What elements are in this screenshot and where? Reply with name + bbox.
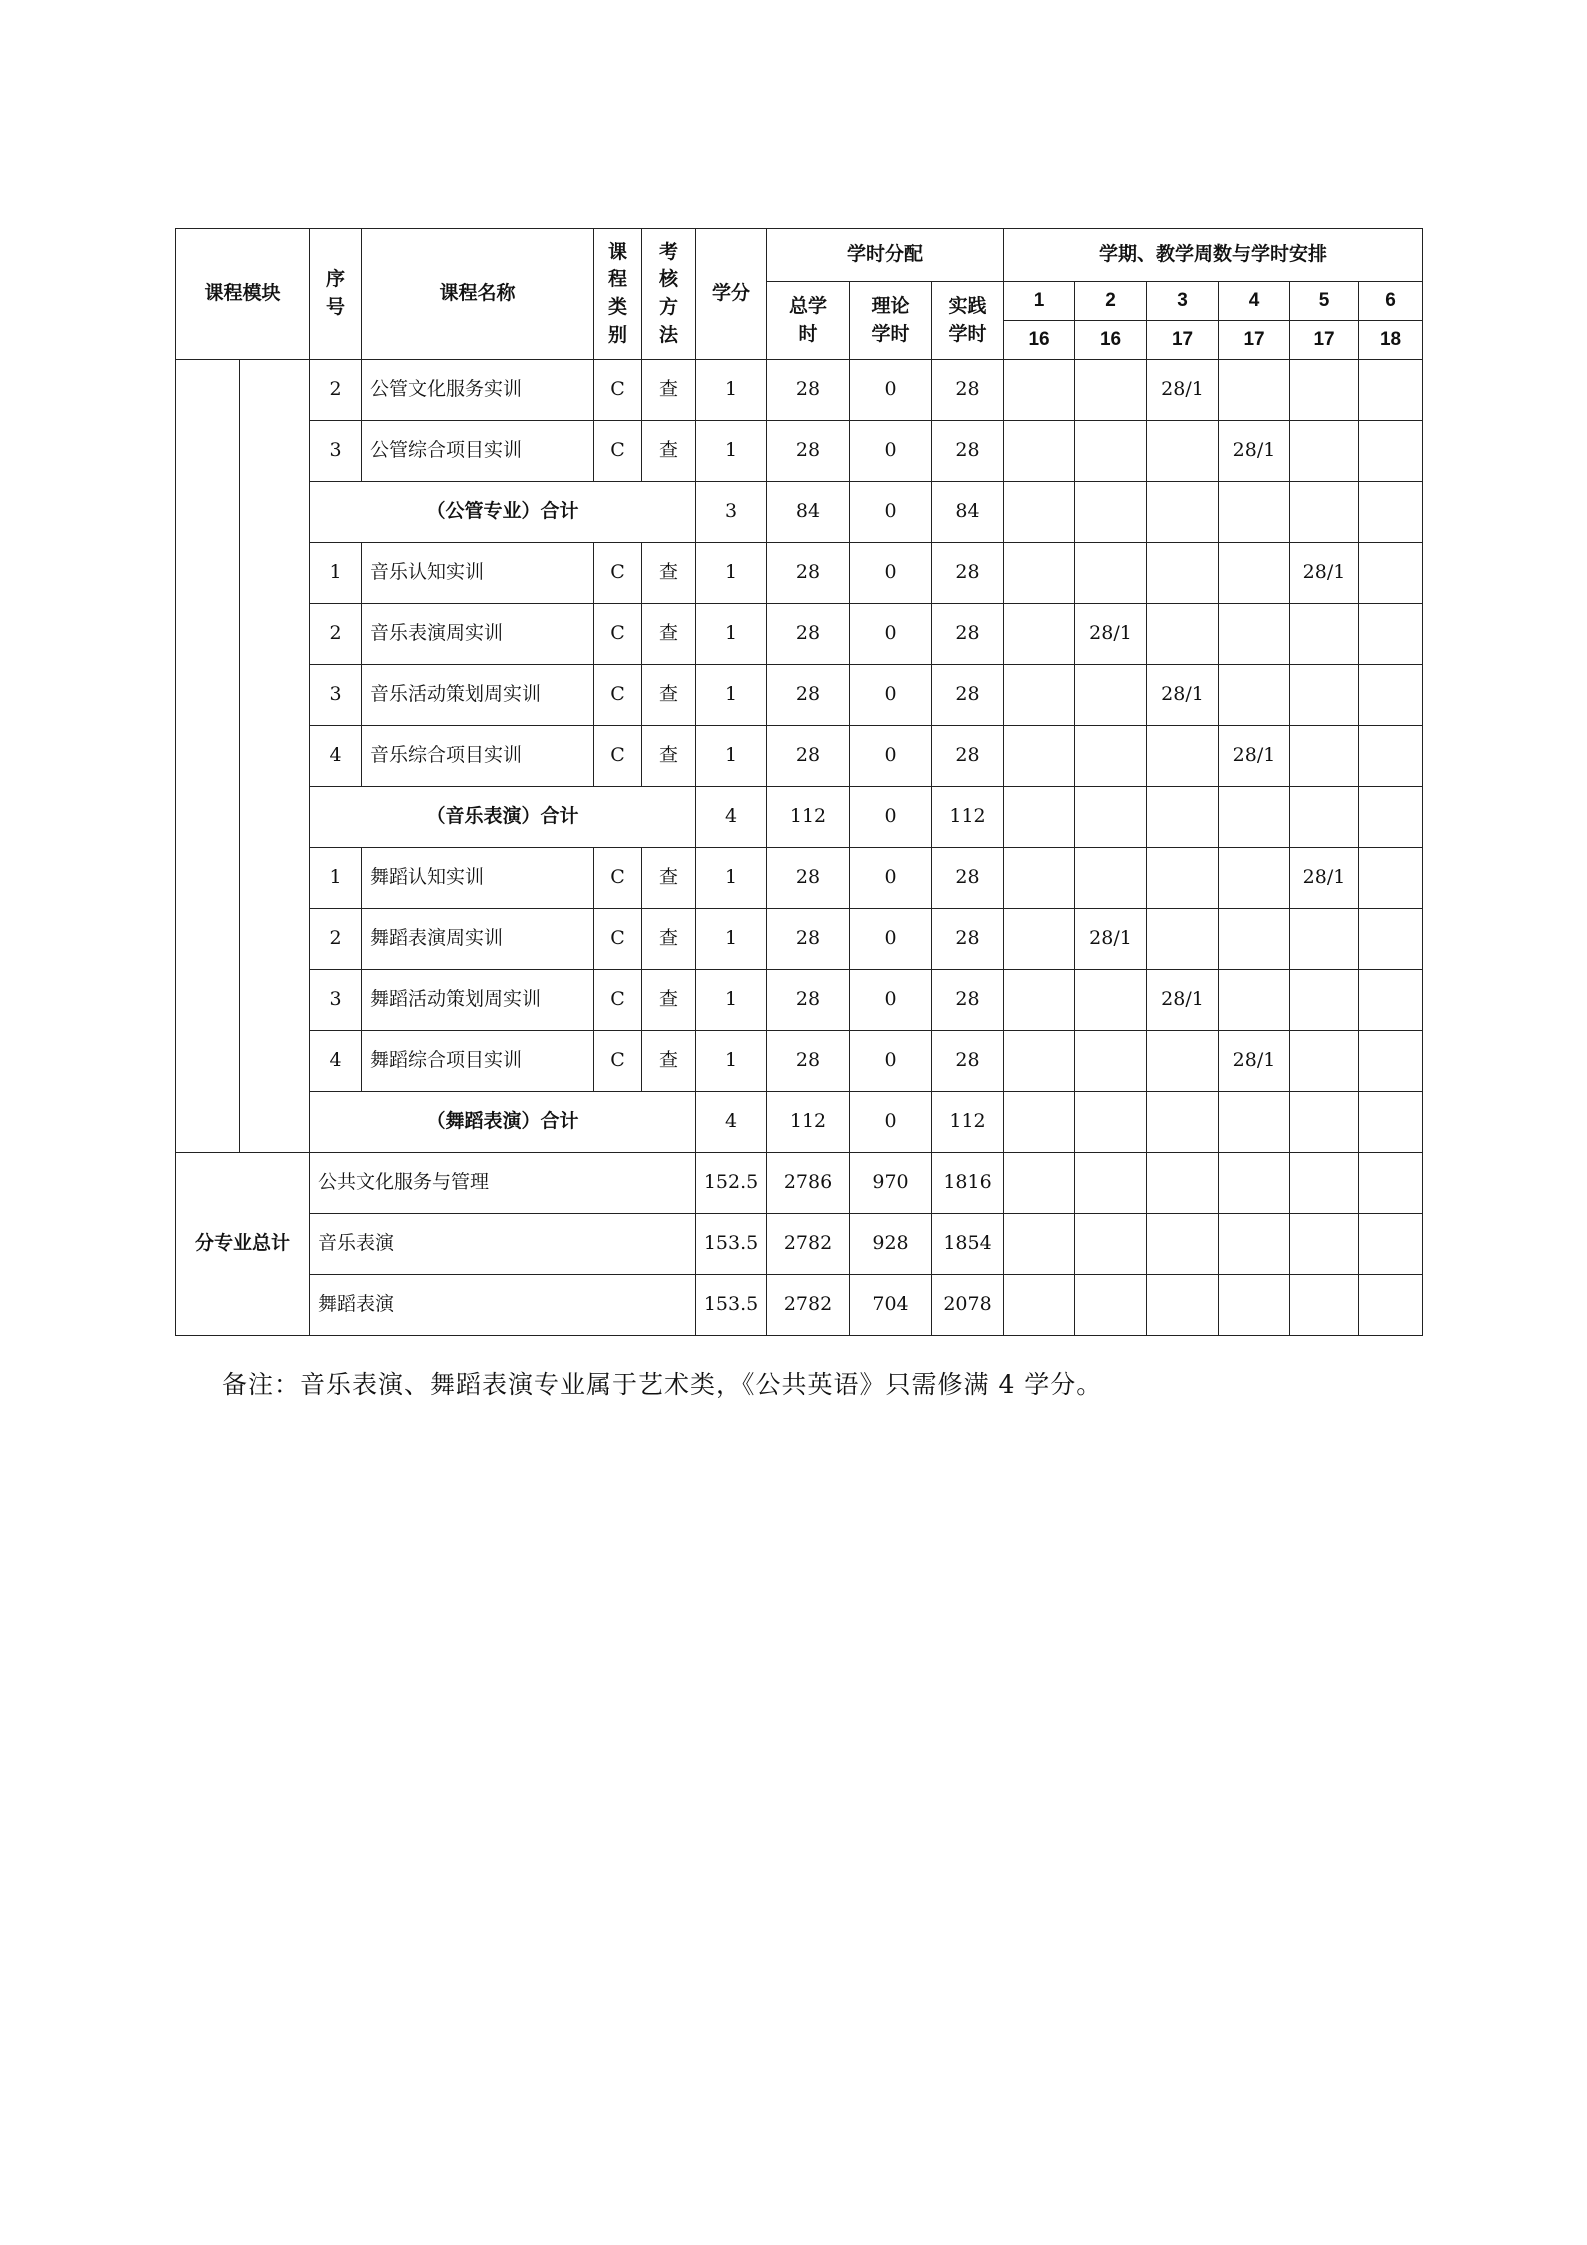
row-assess-method: 查 xyxy=(642,604,696,665)
row-total-hours: 112 xyxy=(767,1092,850,1153)
row-semester-5 xyxy=(1290,665,1359,726)
row-total-hours: 28 xyxy=(767,604,850,665)
row-semester-6 xyxy=(1359,421,1423,482)
row-course-type: C xyxy=(594,848,642,909)
specialty-semester-5 xyxy=(1290,1153,1359,1214)
row-semester-1 xyxy=(1004,909,1075,970)
specialty-semester-3 xyxy=(1147,1275,1219,1336)
curriculum-table xyxy=(175,228,1423,1336)
row-practice-hours: 28 xyxy=(932,665,1004,726)
row-course-name: 音乐表演周实训 xyxy=(362,604,594,665)
row-seq: 2 xyxy=(310,909,362,970)
row-credit: 4 xyxy=(696,787,767,848)
table-row xyxy=(176,665,1423,726)
row-semester-5 xyxy=(1290,421,1359,482)
row-total-hours: 28 xyxy=(767,848,850,909)
specialty-name: 舞蹈表演 xyxy=(310,1275,696,1336)
subtotal-row xyxy=(176,787,1423,848)
row-course-name: 舞蹈认知实训 xyxy=(362,848,594,909)
row-semester-4: 28/1 xyxy=(1219,726,1290,787)
specialty-total-row xyxy=(176,1153,1423,1214)
row-semester-3 xyxy=(1147,726,1219,787)
specialty-semester-5 xyxy=(1290,1275,1359,1336)
row-assess-method: 查 xyxy=(642,543,696,604)
specialty-practice-hours: 1854 xyxy=(932,1214,1004,1275)
row-seq: 4 xyxy=(310,726,362,787)
row-semester-6 xyxy=(1359,1031,1423,1092)
header-row-1 xyxy=(176,229,1423,282)
row-total-hours: 28 xyxy=(767,543,850,604)
row-seq: 3 xyxy=(310,421,362,482)
header-semester-group: 学期、教学周数与学时安排 xyxy=(1004,229,1423,282)
specialty-credit: 153.5 xyxy=(696,1214,767,1275)
row-semester-5 xyxy=(1290,1031,1359,1092)
row-semester-5 xyxy=(1290,970,1359,1031)
row-semester-2 xyxy=(1075,848,1147,909)
row-practice-hours: 28 xyxy=(932,543,1004,604)
specialty-name: 公共文化服务与管理 xyxy=(310,1153,696,1214)
specialty-semester-2 xyxy=(1075,1275,1147,1336)
row-semester-3: 28/1 xyxy=(1147,970,1219,1031)
specialty-semester-2 xyxy=(1075,1214,1147,1275)
row-course-name: 音乐综合项目实训 xyxy=(362,726,594,787)
row-practice-hours: 28 xyxy=(932,421,1004,482)
header-semester-5: 5 xyxy=(1290,282,1359,321)
row-semester-5 xyxy=(1290,726,1359,787)
row-course-type: C xyxy=(594,909,642,970)
row-total-hours: 28 xyxy=(767,1031,850,1092)
row-practice-hours: 28 xyxy=(932,970,1004,1031)
row-practice-hours: 112 xyxy=(932,1092,1004,1153)
row-credit: 1 xyxy=(696,1031,767,1092)
row-semester-1 xyxy=(1004,604,1075,665)
row-semester-3 xyxy=(1147,421,1219,482)
row-semester-4 xyxy=(1219,543,1290,604)
row-seq: 1 xyxy=(310,543,362,604)
row-semester-6 xyxy=(1359,482,1423,543)
header-practice-hours: 实践 学时 xyxy=(932,282,1004,360)
specialty-credit: 153.5 xyxy=(696,1275,767,1336)
row-practice-hours: 84 xyxy=(932,482,1004,543)
row-practice-hours: 28 xyxy=(932,1031,1004,1092)
row-assess-method: 查 xyxy=(642,970,696,1031)
row-theory-hours: 0 xyxy=(850,1031,932,1092)
row-semester-4 xyxy=(1219,970,1290,1031)
row-total-hours: 112 xyxy=(767,787,850,848)
row-theory-hours: 0 xyxy=(850,726,932,787)
table-row xyxy=(176,970,1423,1031)
row-semester-5 xyxy=(1290,482,1359,543)
row-semester-6 xyxy=(1359,848,1423,909)
row-course-name: 音乐认知实训 xyxy=(362,543,594,604)
row-semester-2 xyxy=(1075,787,1147,848)
specialty-theory-hours: 928 xyxy=(850,1214,932,1275)
row-seq: 3 xyxy=(310,970,362,1031)
row-semester-3 xyxy=(1147,604,1219,665)
row-semester-1 xyxy=(1004,482,1075,543)
row-semester-6 xyxy=(1359,1092,1423,1153)
row-semester-1 xyxy=(1004,1092,1075,1153)
row-semester-6 xyxy=(1359,604,1423,665)
row-assess-method: 查 xyxy=(642,726,696,787)
header-semester-4: 4 xyxy=(1219,282,1290,321)
row-course-name: 舞蹈表演周实训 xyxy=(362,909,594,970)
row-semester-2 xyxy=(1075,421,1147,482)
specialty-semester-6 xyxy=(1359,1275,1423,1336)
totals-section-label: 分专业总计 xyxy=(176,1153,310,1336)
row-course-type: C xyxy=(594,1031,642,1092)
row-semester-4 xyxy=(1219,604,1290,665)
row-semester-4: 28/1 xyxy=(1219,1031,1290,1092)
row-semester-2 xyxy=(1075,360,1147,421)
specialty-total-row xyxy=(176,1275,1423,1336)
specialty-theory-hours: 704 xyxy=(850,1275,932,1336)
row-semester-6 xyxy=(1359,970,1423,1031)
row-practice-hours: 28 xyxy=(932,360,1004,421)
row-semester-3 xyxy=(1147,1031,1219,1092)
row-theory-hours: 0 xyxy=(850,970,932,1031)
row-semester-4 xyxy=(1219,360,1290,421)
row-theory-hours: 0 xyxy=(850,421,932,482)
row-credit: 1 xyxy=(696,604,767,665)
specialty-semester-3 xyxy=(1147,1153,1219,1214)
row-course-name: 公管综合项目实训 xyxy=(362,421,594,482)
table-row xyxy=(176,543,1423,604)
row-assess-method: 查 xyxy=(642,665,696,726)
specialty-semester-6 xyxy=(1359,1153,1423,1214)
specialty-practice-hours: 2078 xyxy=(932,1275,1004,1336)
row-semester-1 xyxy=(1004,543,1075,604)
row-course-type: C xyxy=(594,360,642,421)
row-semester-3 xyxy=(1147,1092,1219,1153)
row-total-hours: 84 xyxy=(767,482,850,543)
row-semester-5 xyxy=(1290,909,1359,970)
header-module: 课程模块 xyxy=(176,229,310,360)
specialty-total-hours: 2782 xyxy=(767,1214,850,1275)
specialty-semester-1 xyxy=(1004,1275,1075,1336)
footnote: 备注：音乐表演、舞蹈表演专业属于艺术类，《公共英语》只需修满 4 学分。 xyxy=(222,1370,1103,1399)
row-course-type: C xyxy=(594,970,642,1031)
header-weeks-5: 17 xyxy=(1290,321,1359,360)
row-semester-5 xyxy=(1290,1092,1359,1153)
row-semester-1 xyxy=(1004,665,1075,726)
table-row xyxy=(176,421,1423,482)
header-semester-3: 3 xyxy=(1147,282,1219,321)
row-semester-6 xyxy=(1359,909,1423,970)
row-credit: 1 xyxy=(696,848,767,909)
row-credit: 1 xyxy=(696,726,767,787)
row-semester-2 xyxy=(1075,726,1147,787)
row-theory-hours: 0 xyxy=(850,909,932,970)
row-seq: 2 xyxy=(310,604,362,665)
row-semester-2 xyxy=(1075,482,1147,543)
row-total-hours: 28 xyxy=(767,665,850,726)
header-semester-1: 1 xyxy=(1004,282,1075,321)
row-theory-hours: 0 xyxy=(850,787,932,848)
row-semester-5 xyxy=(1290,787,1359,848)
row-semester-4 xyxy=(1219,787,1290,848)
row-semester-1 xyxy=(1004,848,1075,909)
table-row xyxy=(176,726,1423,787)
row-semester-2: 28/1 xyxy=(1075,604,1147,665)
specialty-theory-hours: 970 xyxy=(850,1153,932,1214)
specialty-semester-4 xyxy=(1219,1275,1290,1336)
row-theory-hours: 0 xyxy=(850,665,932,726)
row-practice-hours: 28 xyxy=(932,848,1004,909)
header-semester-2: 2 xyxy=(1075,282,1147,321)
row-assess-method: 查 xyxy=(642,1031,696,1092)
row-seq: 3 xyxy=(310,665,362,726)
row-semester-2: 28/1 xyxy=(1075,909,1147,970)
row-theory-hours: 0 xyxy=(850,360,932,421)
row-practice-hours: 28 xyxy=(932,909,1004,970)
row-assess-method: 查 xyxy=(642,848,696,909)
row-course-type: C xyxy=(594,726,642,787)
row-theory-hours: 0 xyxy=(850,604,932,665)
row-semester-1 xyxy=(1004,360,1075,421)
specialty-semester-6 xyxy=(1359,1214,1423,1275)
row-semester-1 xyxy=(1004,970,1075,1031)
row-semester-5: 28/1 xyxy=(1290,543,1359,604)
row-total-hours: 28 xyxy=(767,726,850,787)
subtotal-row xyxy=(176,482,1423,543)
header-semester-6: 6 xyxy=(1359,282,1423,321)
row-practice-hours: 28 xyxy=(932,726,1004,787)
row-semester-3 xyxy=(1147,543,1219,604)
specialty-name: 音乐表演 xyxy=(310,1214,696,1275)
header-course-name: 课程名称 xyxy=(362,229,594,360)
row-semester-4: 28/1 xyxy=(1219,421,1290,482)
module-cell-outer xyxy=(176,360,240,1153)
subtotal-label: （公管专业）合计 xyxy=(310,482,696,543)
header-course-type: 课 程 类 别 xyxy=(594,229,642,360)
module-cell-inner xyxy=(240,360,310,1153)
row-semester-3: 28/1 xyxy=(1147,360,1219,421)
table-row xyxy=(176,848,1423,909)
row-semester-6 xyxy=(1359,360,1423,421)
subtotal-label: （舞蹈表演）合计 xyxy=(310,1092,696,1153)
row-semester-2 xyxy=(1075,970,1147,1031)
table-row xyxy=(176,909,1423,970)
header-weeks-1: 16 xyxy=(1004,321,1075,360)
row-course-name: 音乐活动策划周实训 xyxy=(362,665,594,726)
specialty-semester-4 xyxy=(1219,1153,1290,1214)
header-assess-method: 考 核 方 法 xyxy=(642,229,696,360)
row-semester-4 xyxy=(1219,848,1290,909)
row-seq: 4 xyxy=(310,1031,362,1092)
row-semester-3 xyxy=(1147,787,1219,848)
row-semester-1 xyxy=(1004,726,1075,787)
specialty-semester-3 xyxy=(1147,1214,1219,1275)
row-theory-hours: 0 xyxy=(850,482,932,543)
specialty-credit: 152.5 xyxy=(696,1153,767,1214)
table-row xyxy=(176,360,1423,421)
row-seq: 2 xyxy=(310,360,362,421)
header-weeks-2: 16 xyxy=(1075,321,1147,360)
row-semester-6 xyxy=(1359,787,1423,848)
row-credit: 3 xyxy=(696,482,767,543)
row-total-hours: 28 xyxy=(767,421,850,482)
row-assess-method: 查 xyxy=(642,909,696,970)
row-course-name: 舞蹈综合项目实训 xyxy=(362,1031,594,1092)
table-row xyxy=(176,604,1423,665)
row-course-name: 舞蹈活动策划周实训 xyxy=(362,970,594,1031)
row-semester-4 xyxy=(1219,1092,1290,1153)
header-seq: 序 号 xyxy=(310,229,362,360)
row-semester-6 xyxy=(1359,665,1423,726)
row-credit: 1 xyxy=(696,421,767,482)
row-semester-2 xyxy=(1075,543,1147,604)
row-course-type: C xyxy=(594,604,642,665)
row-assess-method: 查 xyxy=(642,421,696,482)
row-semester-5 xyxy=(1290,360,1359,421)
row-theory-hours: 0 xyxy=(850,1092,932,1153)
specialty-semester-2 xyxy=(1075,1153,1147,1214)
row-semester-2 xyxy=(1075,1031,1147,1092)
row-course-type: C xyxy=(594,421,642,482)
row-semester-1 xyxy=(1004,787,1075,848)
row-credit: 1 xyxy=(696,665,767,726)
specialty-semester-4 xyxy=(1219,1214,1290,1275)
row-course-type: C xyxy=(594,665,642,726)
specialty-semester-1 xyxy=(1004,1214,1075,1275)
row-credit: 1 xyxy=(696,360,767,421)
row-course-name: 公管文化服务实训 xyxy=(362,360,594,421)
row-semester-2 xyxy=(1075,665,1147,726)
row-semester-3 xyxy=(1147,482,1219,543)
header-theory-hours: 理论 学时 xyxy=(850,282,932,360)
row-total-hours: 28 xyxy=(767,360,850,421)
specialty-total-hours: 2786 xyxy=(767,1153,850,1214)
row-theory-hours: 0 xyxy=(850,543,932,604)
row-course-type: C xyxy=(594,543,642,604)
row-credit: 1 xyxy=(696,543,767,604)
header-weeks-3: 17 xyxy=(1147,321,1219,360)
specialty-practice-hours: 1816 xyxy=(932,1153,1004,1214)
row-semester-6 xyxy=(1359,543,1423,604)
row-credit: 1 xyxy=(696,909,767,970)
header-hours-group: 学时分配 xyxy=(767,229,1004,282)
row-seq: 1 xyxy=(310,848,362,909)
row-semester-4 xyxy=(1219,482,1290,543)
row-semester-3 xyxy=(1147,848,1219,909)
row-assess-method: 查 xyxy=(642,360,696,421)
row-semester-6 xyxy=(1359,726,1423,787)
row-semester-4 xyxy=(1219,665,1290,726)
row-semester-4 xyxy=(1219,909,1290,970)
row-practice-hours: 112 xyxy=(932,787,1004,848)
row-theory-hours: 0 xyxy=(850,848,932,909)
header-weeks-4: 17 xyxy=(1219,321,1290,360)
specialty-total-hours: 2782 xyxy=(767,1275,850,1336)
row-semester-5 xyxy=(1290,604,1359,665)
row-total-hours: 28 xyxy=(767,970,850,1031)
row-semester-1 xyxy=(1004,1031,1075,1092)
subtotal-label: （音乐表演）合计 xyxy=(310,787,696,848)
header-weeks-6: 18 xyxy=(1359,321,1423,360)
header-credit: 学分 xyxy=(696,229,767,360)
specialty-semester-5 xyxy=(1290,1214,1359,1275)
row-semester-5: 28/1 xyxy=(1290,848,1359,909)
table-row xyxy=(176,1031,1423,1092)
row-credit: 1 xyxy=(696,970,767,1031)
row-semester-2 xyxy=(1075,1092,1147,1153)
row-total-hours: 28 xyxy=(767,909,850,970)
subtotal-row xyxy=(176,1092,1423,1153)
row-semester-3: 28/1 xyxy=(1147,665,1219,726)
header-total-hours: 总学 时 xyxy=(767,282,850,360)
row-semester-3 xyxy=(1147,909,1219,970)
row-credit: 4 xyxy=(696,1092,767,1153)
row-practice-hours: 28 xyxy=(932,604,1004,665)
specialty-total-row xyxy=(176,1214,1423,1275)
specialty-semester-1 xyxy=(1004,1153,1075,1214)
row-semester-1 xyxy=(1004,421,1075,482)
